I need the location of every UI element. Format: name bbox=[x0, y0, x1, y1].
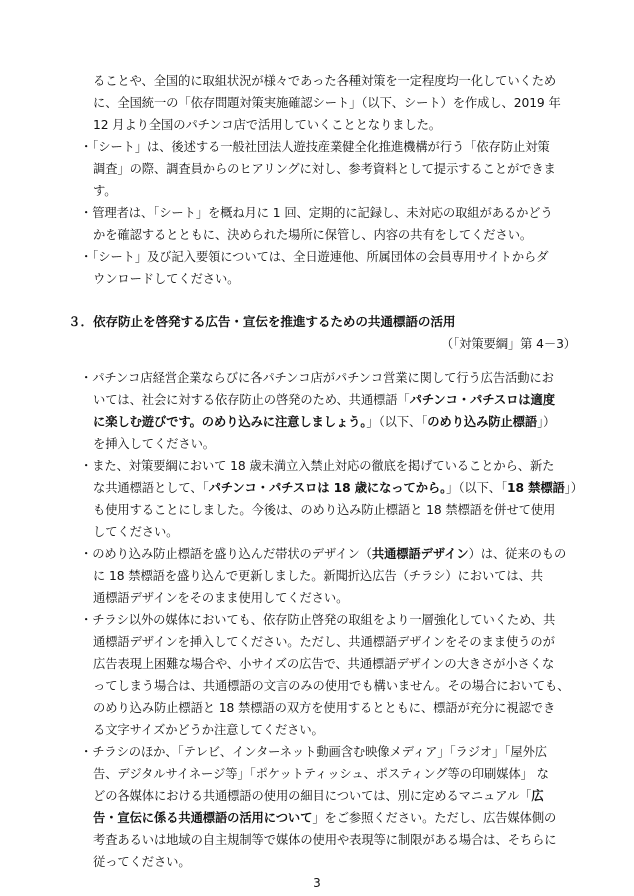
slogan-bullet-2-line-3: も使用することにしました。今後は、のめり込み防止標語と 18 禁標語を併せて使用 bbox=[93, 503, 556, 517]
intro-line-3: 12 月より全国のパチンコ店で活用していくこととなりました。 bbox=[93, 118, 441, 132]
slogan-bullet-1-line-2: いては、社会に対する依存防止の啓発のため、共通標語「パチンコ・パチスロは適度 bbox=[93, 393, 555, 407]
section-reference: （「対策要綱」第 4－3） bbox=[440, 337, 576, 351]
sheet-bullet-3-line-2: ウンロードしてください。 bbox=[93, 272, 240, 286]
slogan-bullet-5-line-5: 考査あるいは地域の自主規制等で媒体の使用や表現等に制限がある場合は、そちらに bbox=[93, 833, 557, 847]
slogan-bullet-4-line-4: ってしまう場合は、共通標語の文言のみの使用でも構いません。その場合においても、 bbox=[93, 679, 570, 693]
sheet-bullet-2-line-2: かを確認するとともに、決められた場所に保管し、内容の共有をしてください。 bbox=[93, 228, 533, 242]
slogan-bullet-4-line-6: る文字サイズかどうか注意してください。 bbox=[93, 723, 324, 737]
slogan-bullet-4-line-1: ・チラシ以外の媒体においても、依存防止啓発の取組をより一層強化していくため、共 bbox=[80, 613, 556, 627]
section-heading: ３．依存防止を啓発する広告・宣伝を推進するための共通標語の活用 bbox=[68, 314, 456, 329]
slogan-bullet-3-line-1: ・のめり込み防止標語を盛り込んだ帯状のデザイン（共通標語デザイン）は、従来のもの bbox=[80, 547, 567, 561]
slogan-bullet-1-line-1: ・パチンコ店経営企業ならびに各パチンコ店がパチンコ営業に関して行う広告活動にお bbox=[80, 371, 554, 385]
slogan-bullet-2-line-4: してください。 bbox=[93, 525, 179, 539]
intro-line-1: ることや、全国的に取組状況が様々であった各種対策を一定程度均一化していくため bbox=[93, 74, 557, 88]
slogan-bullet-5-line-1: ・チラシのほか、「テレビ、インターネット動画含む映像メディア」「ラジオ」「屋外広 bbox=[80, 745, 547, 759]
slogan-bullet-4-line-2: 通標語デザインを挿入してください。ただし、共通標語デザインをそのまま使うのが bbox=[93, 635, 555, 649]
slogan-bullet-5-line-6: 従ってください。 bbox=[93, 855, 191, 869]
slogan-bullet-5-line-3: どの各媒体における共通標語の使用の細目については、別に定めるマニュアル「広 bbox=[93, 789, 544, 803]
slogan-bullet-5-line-2: 告、デジタルサイネージ等」「ポケットティッシュ、ポスティング等の印刷媒体」 な bbox=[93, 767, 549, 781]
slogan-bullet-1-line-3: に楽しむ遊びです。のめり込みに注意しましょう。」（以下、「のめり込み防止標語」） bbox=[93, 415, 556, 429]
slogan-bullet-3-line-2: に 18 禁標語を盛り込んで更新しました。新聞折込広告（チラシ）においては、共 bbox=[93, 569, 543, 583]
sheet-bullet-1-line-2: 調査」の際、調査員からのヒアリングに対し、参考資料として提示することができま bbox=[93, 162, 556, 176]
slogan-bullet-4-line-3: 広告表現上困難な場合や、小サイズの広告で、共通標語デザインの大きさが小さくな bbox=[93, 657, 555, 671]
sheet-bullet-2-line-1: ・管理者は、「シート」を概ね月に 1 回、定期的に記録し、未対応の取組があるかどう bbox=[80, 206, 553, 220]
intro-line-2: に、全国統一の「依存問題対策実施確認シート」（以下、シート）を作成し、2019 年 bbox=[93, 96, 561, 110]
slogan-bullet-4-line-5: のめり込み防止標語と 18 禁標語の双方を使用するとともに、標語が充分に視認でき bbox=[93, 701, 556, 715]
slogan-bullet-2-line-2: な共通標語として、「パチンコ・パチスロは 18 歳になってから。」（以下、「18 禁標語」） bbox=[93, 481, 583, 495]
slogan-bullet-5-line-4: 告・宣伝に係る共通標語の活用について」をご参照ください。ただし、広告媒体側の bbox=[93, 811, 557, 825]
slogan-bullet-3-line-3: 通標語デザインをそのまま使用してください。 bbox=[93, 591, 349, 605]
sheet-bullet-3-line-1: ・「シート」及び記入要領については、全日遊連他、所属団体の会員専用サイトからダ bbox=[80, 250, 549, 264]
slogan-bullet-2-line-1: ・また、対策要綱において 18 歳未満立入禁止対応の徹底を掲げていることから、新た bbox=[80, 459, 555, 473]
sheet-bullet-1-line-1: ・「シート」は、後述する一般社団法人遊技産業健全化推進機構が行う「依存防止対策 bbox=[80, 140, 550, 154]
sheet-bullet-1-line-3: す。 bbox=[93, 184, 117, 198]
page-number: 3 bbox=[313, 876, 321, 890]
slogan-bullet-1-line-4: を挿入してください。 bbox=[93, 437, 215, 451]
